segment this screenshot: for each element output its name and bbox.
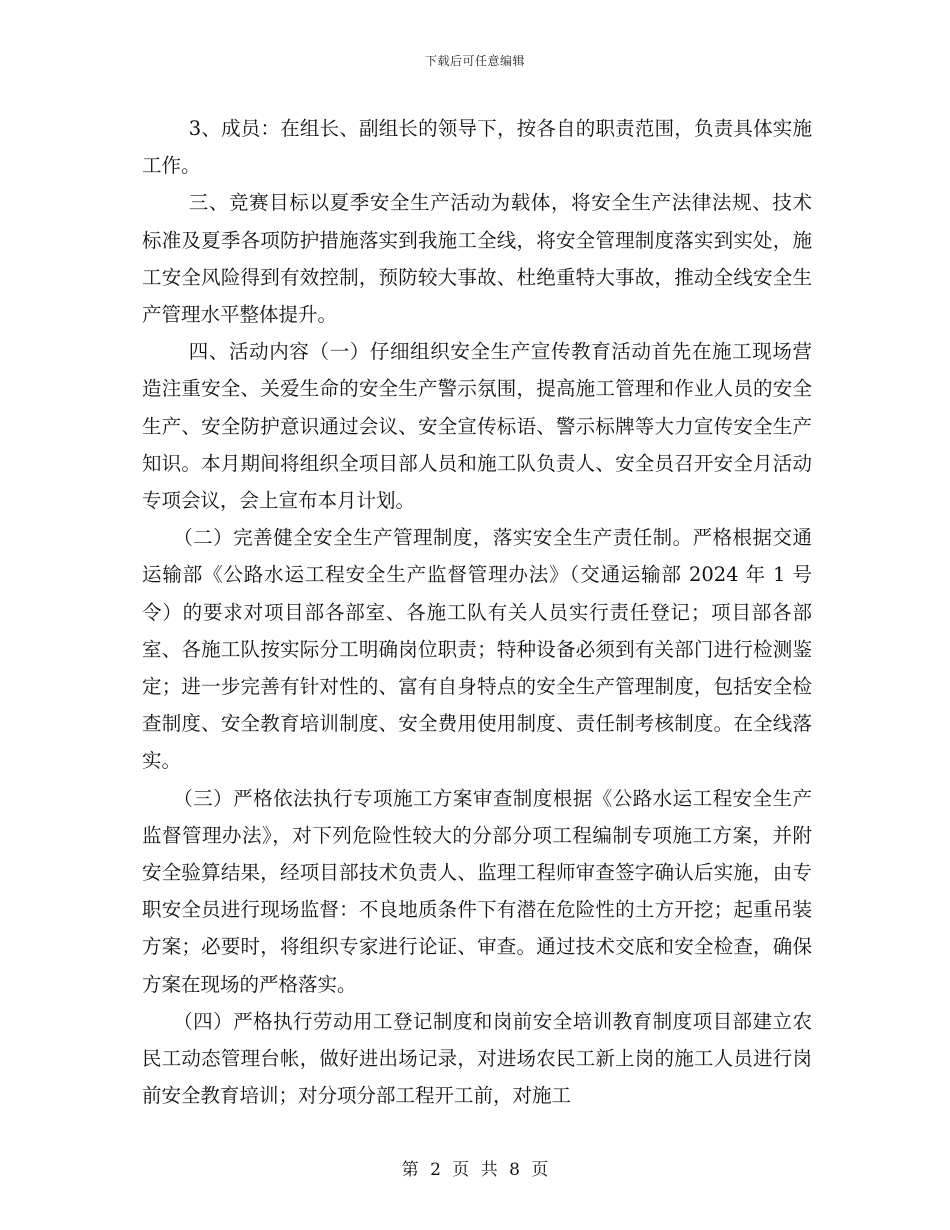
paragraph-special-plan-review: （三）严格依法执行专项施工方案审查制度根据《公路水运工程安全生产监督管理办法》，对下列危险性较大的分部分项工程编制专项施工方案，并附安全验算结果，经项目部技术负责人、监理工程师审查签字确认后实施，由专职安全员进行现场监督：不良地质条件下有潜在危险性的土方开挖；起重吊装方案；必要时，将组织专家进行论证、审查。通过技术交底和安全检查，确保方案在现场的严格落实。 (142, 786, 812, 996)
paragraph-labor-registration: （四）严格执行劳动用工登记制度和岗前安全培训教育制度项目部建立农民工动态管理台帐，做好进出场记录，对进场农民工新上岗的施工人员进行岗前安全教育培训；对分项分部工程开工前，对施工 (142, 1009, 812, 1108)
document-body (142, 110, 812, 1114)
paragraph-members: 3、成员：在组长、副组长的领导下，按各自的职责范围，负责具体实施工作。 (142, 117, 812, 178)
paragraph-competition-goal: 三、竞赛目标以夏季安全生产活动为载体，将安全生产法律法规、技术标准及夏季各项防护措施落实到我施工全线，将安全管理制度落实到实处，施工安全风险得到有效控制，预防较大事故、杜绝重特大事故，推动全线安全生产管理水平整体提升。 (142, 191, 812, 327)
paragraph-activity-content: 四、活动内容（一）仔细组织安全生产宣传教育活动首先在施工现场营造注重安全、关爱生命的安全生产警示氛围，提高施工管理和作业人员的安全生产、安全防护意识通过会议、安全宣传标语、警示标牌等大力宣传安全生产知识。本月期间将组织全项目部人员和施工队负责人、安全员召开安全月活动专项会议，会上宣布本月计划。 (142, 340, 812, 513)
paragraph-management-system: （二）完善健全安全生产管理制度，落实安全生产责任制。严格根据交通运输部《公路水运工程安全生产监督管理办法》（交通运输部 2024 年 1 号令）的要求对项目部各部室、各施工队有关人员实行责任登记；项目部各部室、各施工队按实际分工明确岗位职责；特种设备必须到有关部门进行检测鉴定；进一步完善有针对性的、富有自身特点的安全生产管理制度，包括安全检查制度、安全教育培训制度、安全费用使用制度、责任制考核制度。在全线落实。 (142, 526, 812, 773)
page-header: 下载后可任意编辑 (424, 54, 525, 68)
page-number: 第 2 页 共 8 页 (401, 1160, 549, 1180)
